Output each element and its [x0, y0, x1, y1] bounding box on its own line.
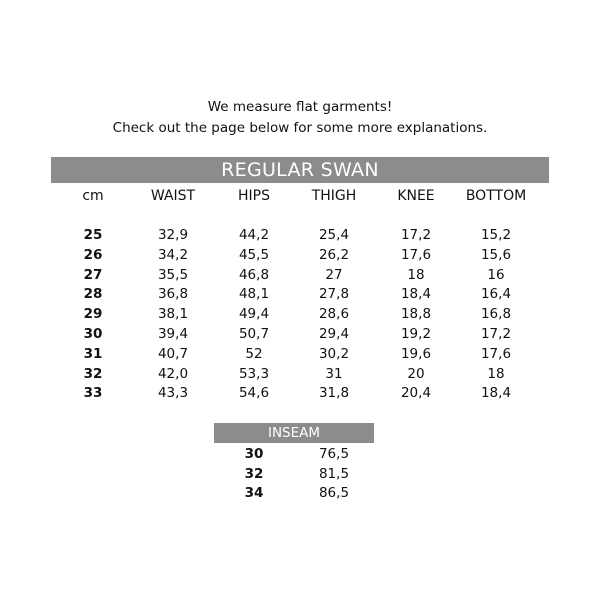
size-label: 25 — [83, 227, 103, 243]
table-cell-knee: 18,8 — [400, 306, 432, 323]
table-cell-bottom: 17,6 — [480, 345, 512, 362]
table-cell-bottom: 16,8 — [480, 306, 512, 323]
inseam-value: 81,5 — [318, 465, 350, 482]
inseam-value: 76,5 — [318, 446, 350, 462]
table-cell-thigh: 25,4 — [318, 227, 350, 243]
size-label: 33 — [83, 385, 103, 402]
table-cell-hips: 53,3 — [238, 365, 270, 382]
table-cell-bottom: 15,6 — [480, 246, 512, 263]
table-cell-waist: 32,9 — [157, 227, 189, 243]
table-cell-bottom: 18,4 — [480, 385, 512, 402]
table-cell-thigh: 31 — [325, 365, 343, 382]
table-cell-knee: 17,2 — [400, 227, 432, 243]
table-cell-hips: 44,2 — [238, 227, 270, 243]
header-thigh: THIGH — [311, 188, 357, 204]
table-cell-knee: 18 — [407, 266, 425, 283]
table-cell-waist: 43,3 — [157, 385, 189, 402]
intro-line-1: We measure flat garments! — [207, 99, 393, 115]
size-label: 26 — [83, 246, 103, 263]
intro-line-2: Check out the page below for some more explanations. — [112, 120, 488, 136]
table-cell-knee: 20,4 — [400, 385, 432, 402]
table-cell-hips: 46,8 — [238, 266, 270, 283]
table-cell-thigh: 27,8 — [318, 286, 350, 303]
table-cell-hips: 49,4 — [238, 306, 270, 323]
size-label: 27 — [83, 266, 103, 283]
table-cell-waist: 35,5 — [157, 266, 189, 283]
inseam-size-label: 30 — [244, 446, 264, 462]
header-size: cm — [82, 188, 104, 204]
table-cell-bottom: 17,2 — [480, 326, 512, 342]
table-cell-hips: 54,6 — [238, 385, 270, 402]
inseam-title-banner: INSEAM — [214, 423, 374, 443]
header-hips: HIPS — [238, 188, 270, 204]
table-cell-hips: 45,5 — [238, 246, 270, 263]
size-label: 28 — [83, 286, 103, 303]
table-cell-knee: 17,6 — [400, 246, 432, 263]
header-bottom: BOTTOM — [465, 188, 527, 204]
table-cell-thigh: 28,6 — [318, 306, 350, 323]
table-cell-knee: 20 — [407, 365, 425, 382]
size-label: 31 — [83, 345, 103, 362]
inseam-value: 86,5 — [318, 485, 350, 501]
table-cell-hips: 48,1 — [238, 286, 270, 303]
header-knee: KNEE — [397, 188, 435, 204]
table-cell-hips: 52 — [245, 345, 263, 362]
table-cell-waist: 39,4 — [157, 326, 189, 342]
size-label: 29 — [83, 306, 103, 323]
table-title-banner: REGULAR SWAN — [51, 157, 549, 183]
inseam-size-label: 34 — [244, 485, 264, 501]
inseam-size-label: 32 — [244, 465, 264, 482]
table-cell-knee: 18,4 — [400, 286, 432, 303]
size-label: 32 — [83, 365, 103, 382]
size-label: 30 — [83, 326, 103, 342]
table-cell-hips: 50,7 — [238, 326, 270, 342]
table-cell-waist: 34,2 — [157, 246, 189, 263]
table-cell-bottom: 16,4 — [480, 286, 512, 303]
table-cell-bottom: 18 — [487, 365, 505, 382]
header-waist: WAIST — [150, 188, 196, 204]
table-cell-bottom: 16 — [487, 266, 505, 283]
table-cell-waist: 40,7 — [157, 345, 189, 362]
table-cell-waist: 42,0 — [157, 365, 189, 382]
table-cell-thigh: 29,4 — [318, 326, 350, 342]
table-cell-thigh: 30,2 — [318, 345, 350, 362]
table-cell-knee: 19,6 — [400, 345, 432, 362]
table-cell-thigh: 27 — [325, 266, 343, 283]
table-cell-thigh: 26,2 — [318, 246, 350, 263]
table-cell-waist: 36,8 — [157, 286, 189, 303]
table-cell-bottom: 15,2 — [480, 227, 512, 243]
table-cell-knee: 19,2 — [400, 326, 432, 342]
table-cell-thigh: 31,8 — [318, 385, 350, 402]
table-cell-waist: 38,1 — [157, 306, 189, 323]
